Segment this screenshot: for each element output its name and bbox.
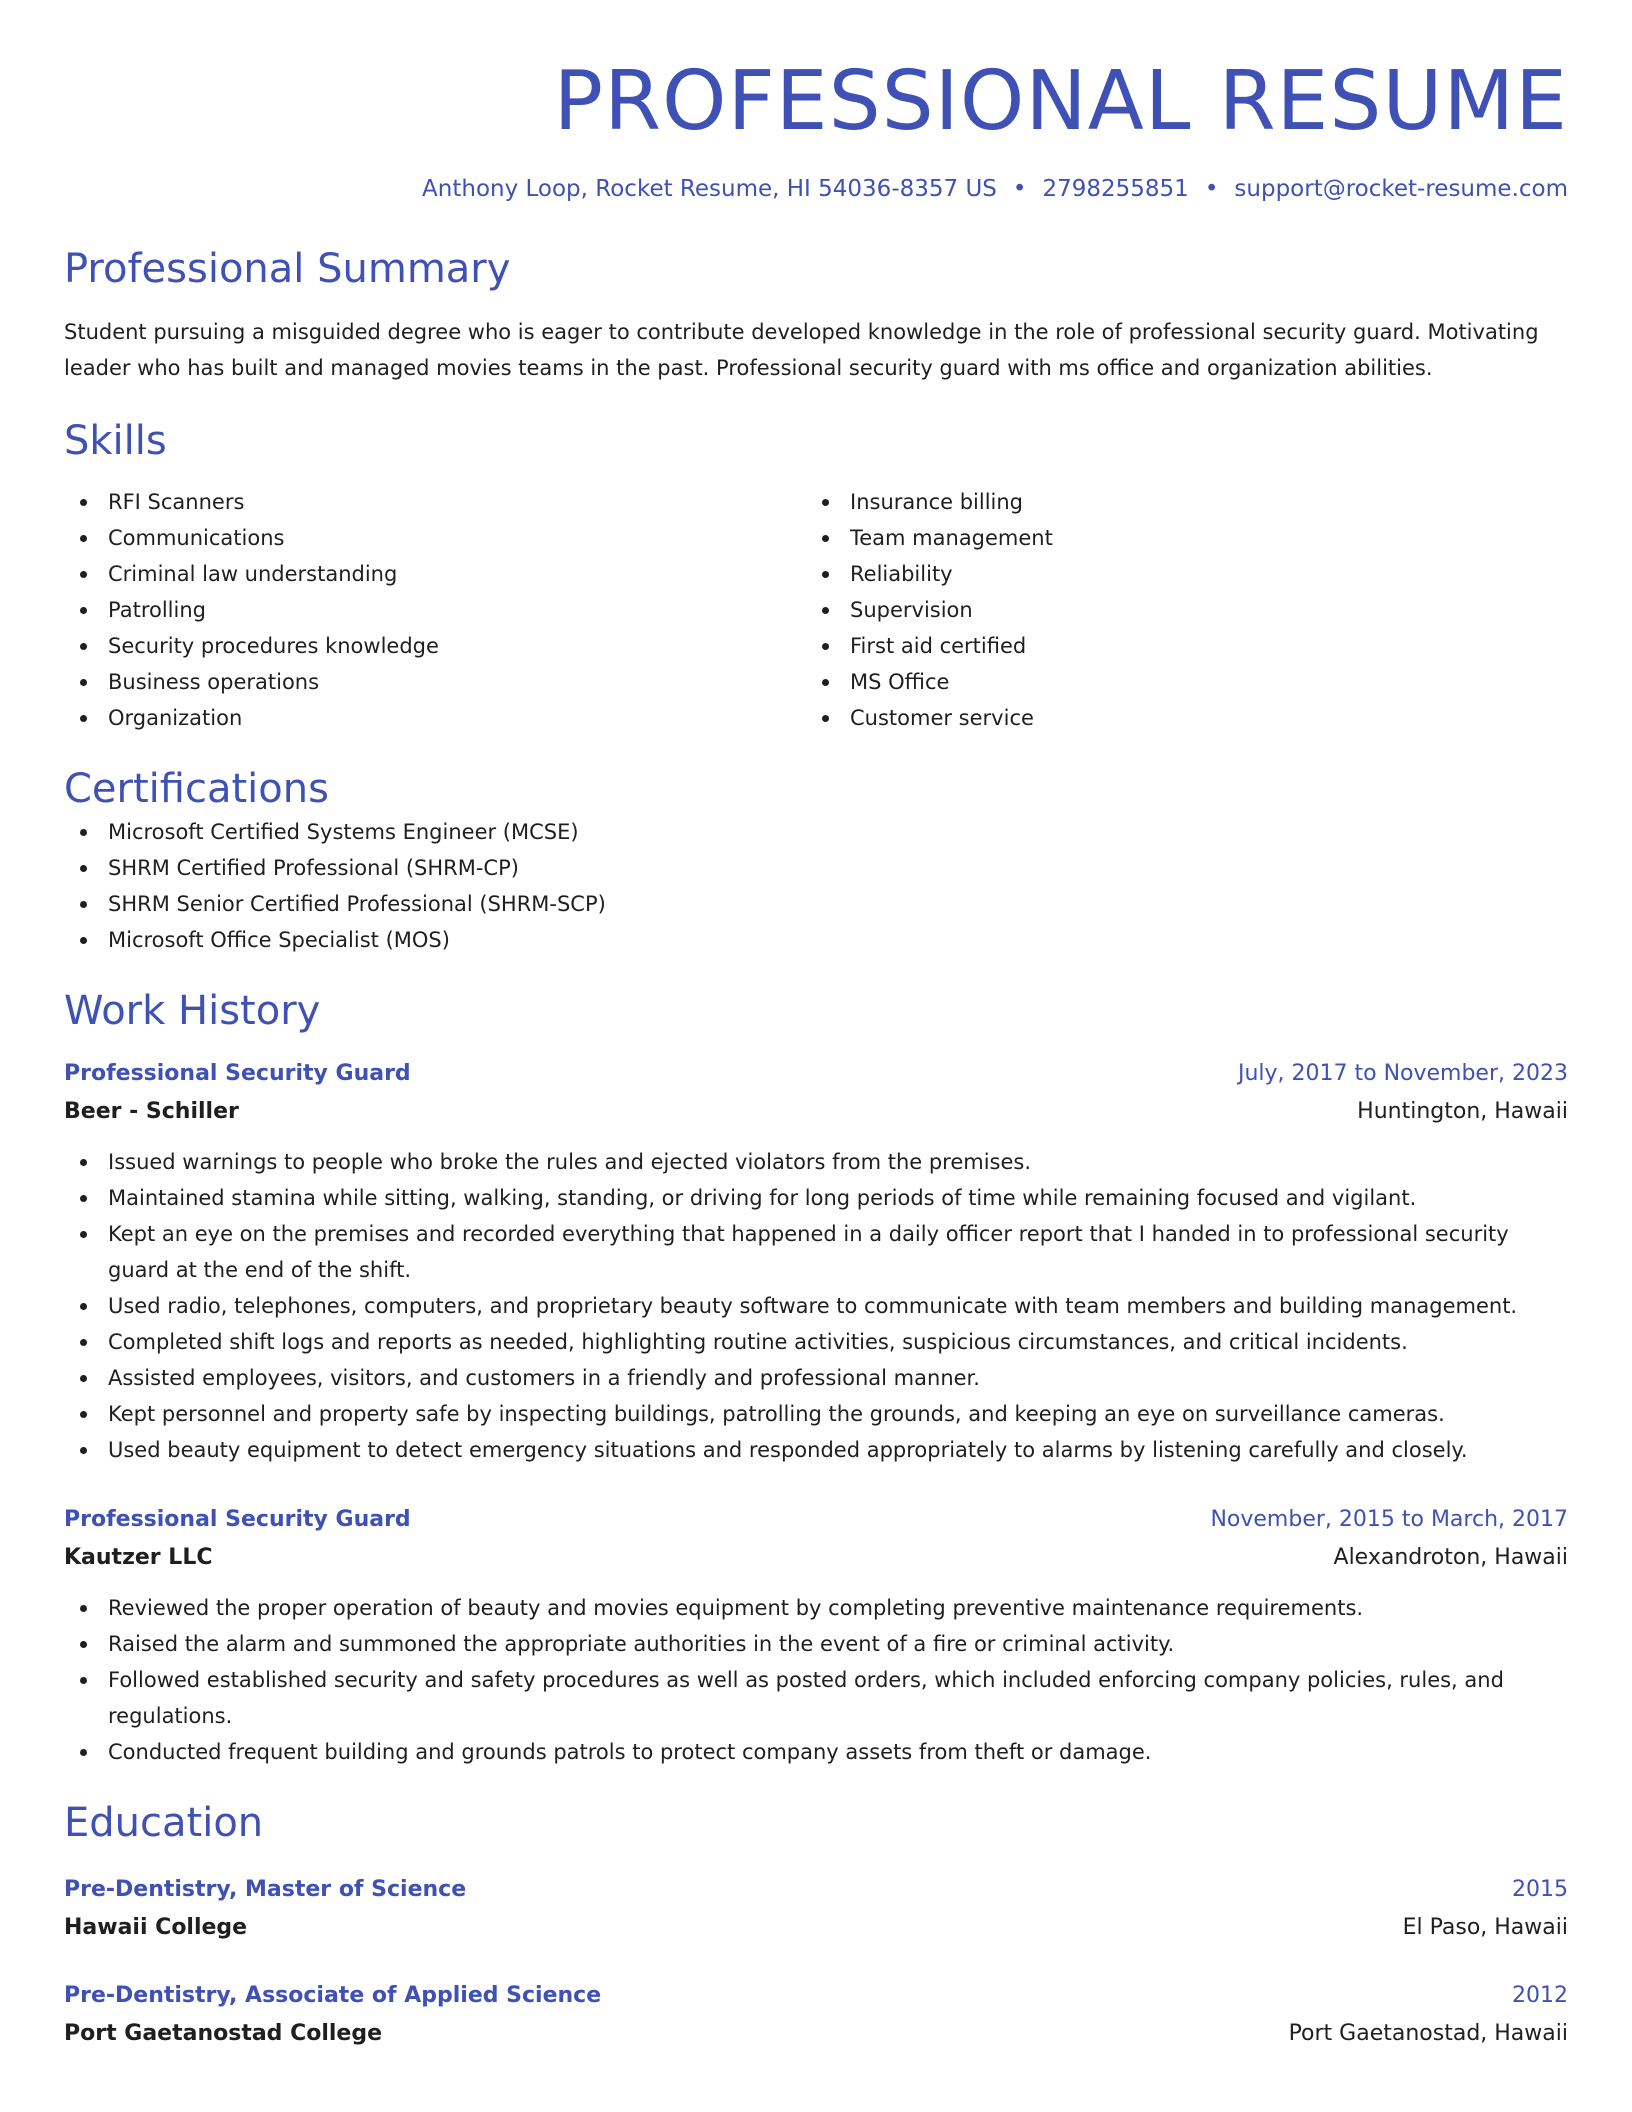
- job-duty-item: Maintained stamina while sitting, walking, standing, or driving for long periods of time while remaining focused and vigilant.: [64, 1180, 1568, 1216]
- job-duties-list: [64, 1144, 1568, 1468]
- skill-item: Reliability: [806, 556, 1548, 592]
- job-duty-item: Kept an eye on the premises and recorded everything that happened in a daily officer report that I handed in to professional security guard at the end of the shift.: [64, 1216, 1568, 1288]
- job-title-row: [64, 1502, 1568, 1538]
- education-entry: [64, 1978, 1568, 2054]
- education-degree-row: [64, 1872, 1568, 1908]
- job-company: Beer - Schiller: [64, 1099, 239, 1124]
- resume-page: [64, 0, 1568, 2054]
- job-duty-item: Followed established security and safety procedures as well as posted orders, which included enforcing company policies, rules, and regulations.: [64, 1662, 1568, 1734]
- job-entry: [64, 1056, 1568, 1468]
- skill-item: First aid certified: [806, 628, 1548, 664]
- skills-column-right: [806, 484, 1548, 736]
- section-heading-summary: Professional Summary: [64, 246, 511, 292]
- summary-text: Student pursuing a misguided degree who is eager to contribute developed knowledge in the role of professional security guard. Motivating leader who has built and managed movies teams in the past. Professional security guard with ms office and organization abilities.: [64, 320, 1539, 380]
- certifications-list: [64, 814, 1568, 958]
- skills-grid: [64, 484, 1568, 736]
- job-dates: July, 2017 to November, 2023: [1237, 1061, 1568, 1086]
- education-year: 2015: [1512, 1877, 1568, 1902]
- job-duty-item: Conducted frequent building and grounds patrols to protect company assets from theft or damage.: [64, 1734, 1568, 1770]
- job-location: Huntington, Hawaii: [1357, 1099, 1568, 1124]
- job-duty-item: Assisted employees, visitors, and customers in a friendly and professional manner.: [64, 1360, 1568, 1396]
- job-dates: November, 2015 to March, 2017: [1210, 1507, 1568, 1532]
- contact-address: Anthony Loop, Rocket Resume, HI 54036-8357 US: [422, 176, 997, 202]
- contact-separator: •: [1012, 176, 1027, 202]
- job-title: Professional Security Guard: [64, 1507, 411, 1532]
- section-heading-education: Education: [64, 1800, 264, 1846]
- job-company-row: [64, 1092, 1568, 1132]
- contact-line: [64, 174, 1568, 204]
- job-duty-item: Reviewed the proper operation of beauty and movies equipment by completing preventive maintenance requirements.: [64, 1590, 1568, 1626]
- job-title: Professional Security Guard: [64, 1061, 411, 1086]
- skill-item: MS Office: [806, 664, 1548, 700]
- education-location: El Paso, Hawaii: [1402, 1915, 1568, 1940]
- skill-item: Team management: [806, 520, 1548, 556]
- job-duty-item: Used beauty equipment to detect emergency situations and responded appropriately to alarms by listening carefully and closely.: [64, 1432, 1568, 1468]
- resume-title: PROFESSIONAL RESUME: [553, 54, 1568, 149]
- skill-item: Security procedures knowledge: [64, 628, 806, 664]
- skill-item: Organization: [64, 700, 806, 736]
- education-school-row: [64, 2014, 1568, 2054]
- education-school: Hawaii College: [64, 1915, 248, 1940]
- education-degree-row: [64, 1978, 1568, 2014]
- education-entry: [64, 1872, 1568, 1948]
- skill-item: Communications: [64, 520, 806, 556]
- job-location: Alexandroton, Hawaii: [1333, 1545, 1568, 1570]
- education-degree: Pre-Dentistry, Associate of Applied Science: [64, 1983, 602, 2008]
- contact-separator: •: [1204, 176, 1219, 202]
- job-duty-item: Completed shift logs and reports as needed, highlighting routine activities, suspicious circumstances, and critical incidents.: [64, 1324, 1568, 1360]
- skill-item: Business operations: [64, 664, 806, 700]
- skill-item: Supervision: [806, 592, 1548, 628]
- contact-phone: 2798255851: [1042, 176, 1189, 202]
- job-duties-list: [64, 1590, 1568, 1770]
- education-location: Port Gaetanostad, Hawaii: [1288, 2021, 1568, 2046]
- skill-item: Patrolling: [64, 592, 806, 628]
- education-school-row: [64, 1908, 1568, 1948]
- certification-item: SHRM Certified Professional (SHRM-CP): [64, 850, 1568, 886]
- education-degree: Pre-Dentistry, Master of Science: [64, 1877, 467, 1902]
- job-duty-item: Used radio, telephones, computers, and proprietary beauty software to communicate with team members and building management.: [64, 1288, 1568, 1324]
- job-title-row: [64, 1056, 1568, 1092]
- section-heading-work-history: Work History: [64, 988, 321, 1034]
- job-company-row: [64, 1538, 1568, 1578]
- skill-item: Criminal law understanding: [64, 556, 806, 592]
- certification-item: SHRM Senior Certified Professional (SHRM-SCP): [64, 886, 1568, 922]
- education-school: Port Gaetanostad College: [64, 2021, 383, 2046]
- job-entry: [64, 1502, 1568, 1770]
- skill-item: Customer service: [806, 700, 1548, 736]
- job-duty-item: Issued warnings to people who broke the rules and ejected violators from the premises.: [64, 1144, 1568, 1180]
- skills-list-right: [806, 484, 1548, 736]
- job-duty-item: Raised the alarm and summoned the appropriate authorities in the event of a fire or criminal activity.: [64, 1626, 1568, 1662]
- section-heading-skills: Skills: [64, 418, 167, 464]
- education-year: 2012: [1512, 1983, 1568, 2008]
- job-duty-item: Kept personnel and property safe by inspecting buildings, patrolling the grounds, and keeping an eye on surveillance cameras.: [64, 1396, 1568, 1432]
- skills-column-left: [64, 484, 806, 736]
- contact-email: support@rocket-resume.com: [1234, 176, 1568, 202]
- job-company: Kautzer LLC: [64, 1545, 213, 1570]
- skill-item: RFI Scanners: [64, 484, 806, 520]
- section-heading-certifications: Certifications: [64, 766, 329, 812]
- skills-list-left: [64, 484, 806, 736]
- skill-item: Insurance billing: [806, 484, 1548, 520]
- certification-item: Microsoft Certified Systems Engineer (MCSE): [64, 814, 1568, 850]
- certification-item: Microsoft Office Specialist (MOS): [64, 922, 1568, 958]
